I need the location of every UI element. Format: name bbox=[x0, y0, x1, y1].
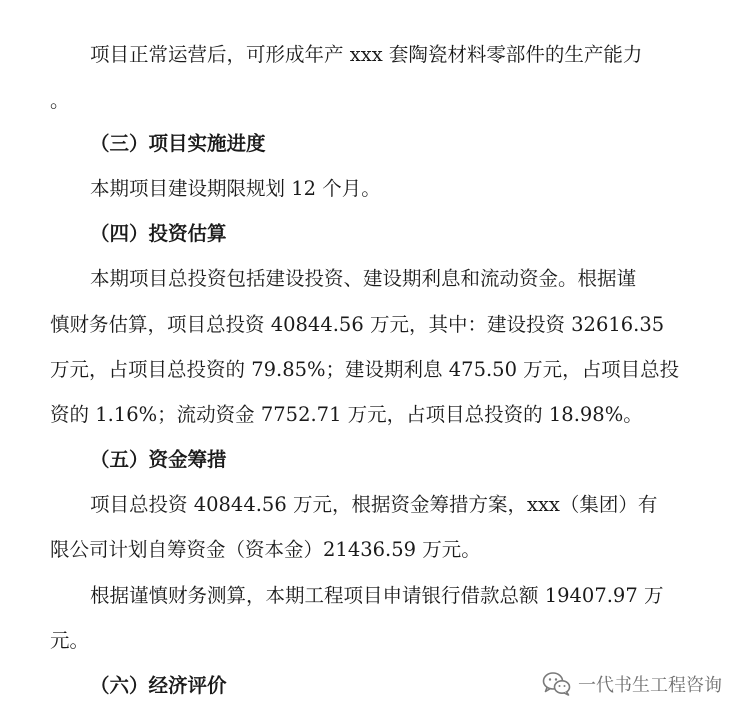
paragraph-line: 资的 1.16%；流动资金 7752.71 万元，占项目总投资的 18.98%。 bbox=[50, 403, 643, 426]
section-heading: （六）经济评价 bbox=[90, 674, 227, 697]
paragraph-line: 慎财务估算，项目总投资 40844.56 万元，其中：建设投资 32616.35 bbox=[50, 313, 665, 336]
section-heading: （四）投资估算 bbox=[90, 222, 227, 245]
paragraph-line: 万元，占项目总投资的 79.85%；建设期利息 475.50 万元，占项目总投 bbox=[50, 358, 680, 381]
watermark-text: 一代书生工程咨询 bbox=[578, 675, 722, 696]
paragraph-line: 本期项目总投资包括建设投资、建设期利息和流动资金。根据谨 bbox=[90, 267, 637, 290]
paragraph-line: 项目正常运营后，可形成年产 xxx 套陶瓷材料零部件的生产能力 bbox=[90, 43, 643, 66]
section-heading: （三）项目实施进度 bbox=[90, 132, 266, 155]
section-heading: （五）资金筹措 bbox=[90, 448, 227, 471]
paragraph-line: 限公司计划自筹资金（资本金）21436.59 万元。 bbox=[50, 538, 481, 561]
paragraph-line: 。 bbox=[50, 89, 70, 112]
paragraph-line: 元。 bbox=[50, 629, 90, 652]
paragraph-line: 项目总投资 40844.56 万元，根据资金筹措方案，xxx（集团）有 bbox=[90, 493, 658, 516]
paragraph-line: 根据谨慎财务测算，本期工程项目申请银行借款总额 19407.97 万 bbox=[90, 584, 664, 607]
watermark bbox=[542, 669, 722, 699]
wechat-icon bbox=[542, 671, 572, 697]
paragraph-line: 本期项目建设期限规划 12 个月。 bbox=[90, 177, 381, 200]
